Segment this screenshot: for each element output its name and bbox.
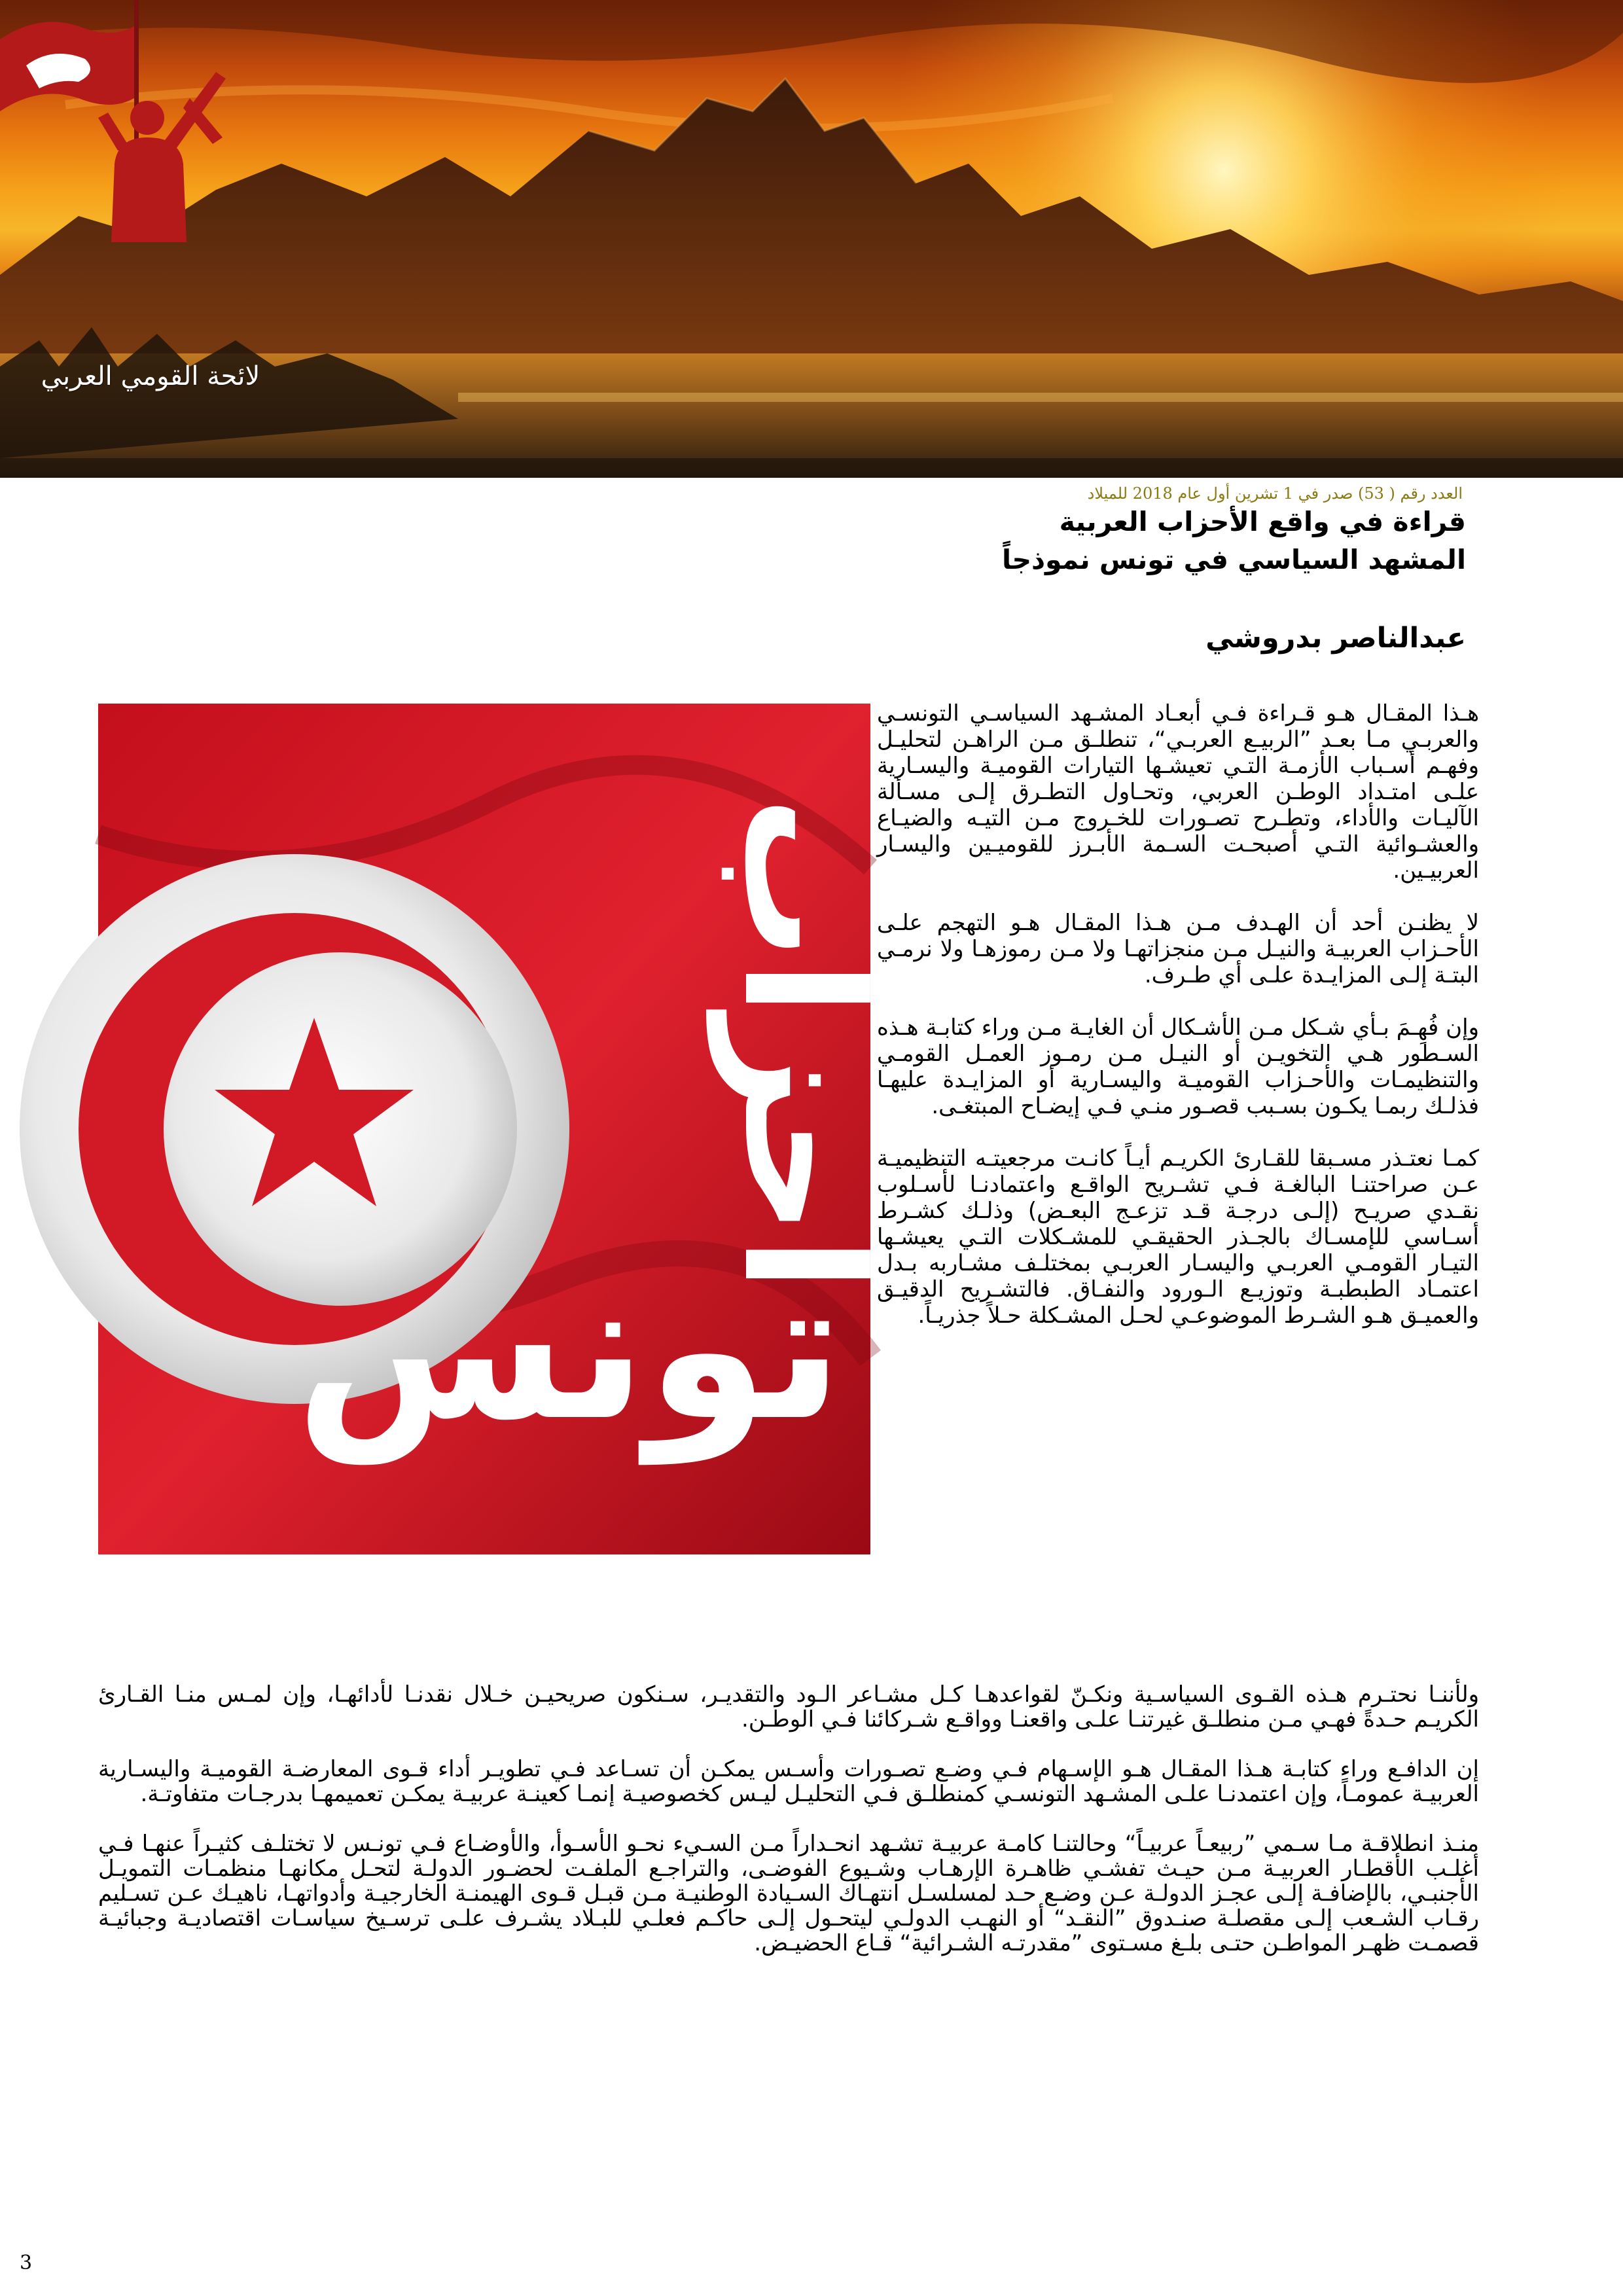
header-banner — [0, 0, 1623, 478]
tunisia-flag-image — [98, 704, 898, 1554]
paragraph: هـذا المقـال هـو قـراءة فـي أبعـاد المشـهد السياسـي التونسـي والعربـي مـا بعـد ”الربيـع العربـي“، تنطلـق مـن الراهـن لتحليـل وفهـم أسـباب الأزمـة التـي تعيشـها التيارات القوميـة واليسـارية علـى امتـداد الوطـن العربي، وتحـاول التطـرق إلـى مسـألة الآليـات والأداء، وتطـرح تصـورات للخـروج مـن التيـه والضيـاع والعشـوائية التـي أصبحـت السـمة الأبـرز للقوميـين واليسـار العربيـين. — [877, 700, 1479, 884]
paragraph: منـذ انطلاقـة مـا سـمي ”ربيعـاً عربيـاً“ وحالتنـا كامـة عربيـة تشـهد انحـداراً مـن السـيء نحـو الأسـوأ، والأوضـاع فـي تونـس لا تختلـف كثيـراً عنهـا فـي أغلـب الأقطـار العربيـة مـن حيـث تفشـي ظاهـرة الإرهـاب وشـيوع الفوضـى، والتراجـع الملفـت لحضـور الدولـة لتحـل مكانهـا منظمـات التمويـل الأجنبـي، بالإضافـة إلـى عجـز الدولـة عـن وضـع حـد لمسلسـل انتهـاك السـيادة الوطنيـة مـن قبـل قـوى الهيمنـة الخارجيـة وأدواتهـا، ناهيـك عـن تسـليم رقـاب الشـعب إلـى مقصلـة صنـدوق ”النقـد“ أو النهـب الدولـي ليتحـول إلـى حاكـم فعلـي للبـلاد يشـرف علـى ترسـيخ سياسـات اقتصاديـة وجبائيـة قصمـت ظهـر المواطـن حتـى بلـغ مسـتوى ”مقدرتـه الشـرائية“ قـاع الحضيـض. — [98, 1831, 1479, 1956]
logo-emblem — [0, 0, 262, 249]
paragraph: كمـا نعتـذر مسـبقا للقـارئ الكريـم أيـاً كانـت مرجعيتـه التنظيميـة عـن صراحتنـا البالغـة فـي تشـريح الواقـع واعتمادنـا لأسـلوب نقـدي صريـح (إلـى درجـة قـد تزعـج البعـض) وذلـك كشـرط أسـاسي للإمسـاك بالجـذر الحقيقـي للمشـكلات التـي يعيشـها التيـار القومـي العربـي واليسـار العربـي بمختلـف مشـاربه بـدل اعتمـاد الطبطبـة وتوزيـع الـورود والنفـاق. فالتشـريح الدقيـق والعميـق هـو الشـرط الموضوعـي لحـل المشـكلة حـلاً جذريـاً. — [877, 1145, 1479, 1329]
overlay-word-tunisia: تونس — [295, 1235, 844, 1463]
article-body-full — [98, 1682, 1479, 1981]
paragraph: وإن فُهِـمَ بـأي شـكل مـن الأشـكال أن الغايـة مـن وراء كتابـة هـذه السـطور هـي التخويـن أو النيـل مـن رمـوز العمـل القومـي والتنظيمـات والأحـزاب القوميـة واليسـارية أو المزايـدة عليهـا فذلـك ربمـا يكـون بسـبب قصـور منـي فـي إيضـاح المبتغـى. — [877, 1014, 1479, 1119]
article-image — [98, 704, 898, 1554]
title-line-2: المشهد السياسي في تونس نموذجاً — [1002, 544, 1466, 575]
author-name: عبدالناصر بدروشي — [1205, 622, 1466, 655]
paragraph: إن الدافـع وراء كتابـة هـذا المقـال هـو الإسـهام فـي وضـع تصـورات وأسـس يمكـن أن تسـاعد فـي تطويـر أداء قـوى المعارضـة القوميـة واليسـارية العربيـة عمومـاً، وإن اعتمدنـا علـى المشـهد التونسـي كمنطلـق فـي التحليـل ليـس كخصوصيـة إنمـا كعينـة عربيـة يمكـن تعميمهـا بدرجـات متفاوتـة. — [98, 1756, 1479, 1807]
title-line-1: قراءة في واقع الأحزاب العربية — [1059, 506, 1466, 537]
issue-line: العدد رقم ( 53) صدر في 1 تشرين أول عام 2018 للميلاد — [1087, 484, 1463, 503]
overlay-word-parties: أحزاب — [707, 795, 898, 1293]
article-body-column — [877, 700, 1479, 1355]
page-number: 3 — [20, 2251, 33, 2274]
article-title — [419, 503, 1466, 579]
logo-caption: لائحة القومي العربي — [41, 361, 260, 391]
paragraph: لا يظنـن أحد أن الهـدف مـن هـذا المقـال هـو التهجم علـى الأحـزاب العربيـة والنيـل مـن منجزاتهـا ولا مـن رموزهـا ولا نرمـي البتـة إلـى المزايـدة علـى أي طـرف. — [877, 910, 1479, 988]
paragraph: ولأننـا نحتـرم هـذه القـوى السياسـية ونكـنّ لقواعدهـا كـل مشـاعر الـود والتقديـر، سـنكون صريحيـن خـلال نقدنـا لأدائهـا، وإن لمـس منـا القـارئ الكريـم حـدةً فهـي مـن منطلـق غيرتنـا علـى واقعنـا وواقـع شـركائنا فـي الوطـن. — [98, 1681, 1479, 1732]
